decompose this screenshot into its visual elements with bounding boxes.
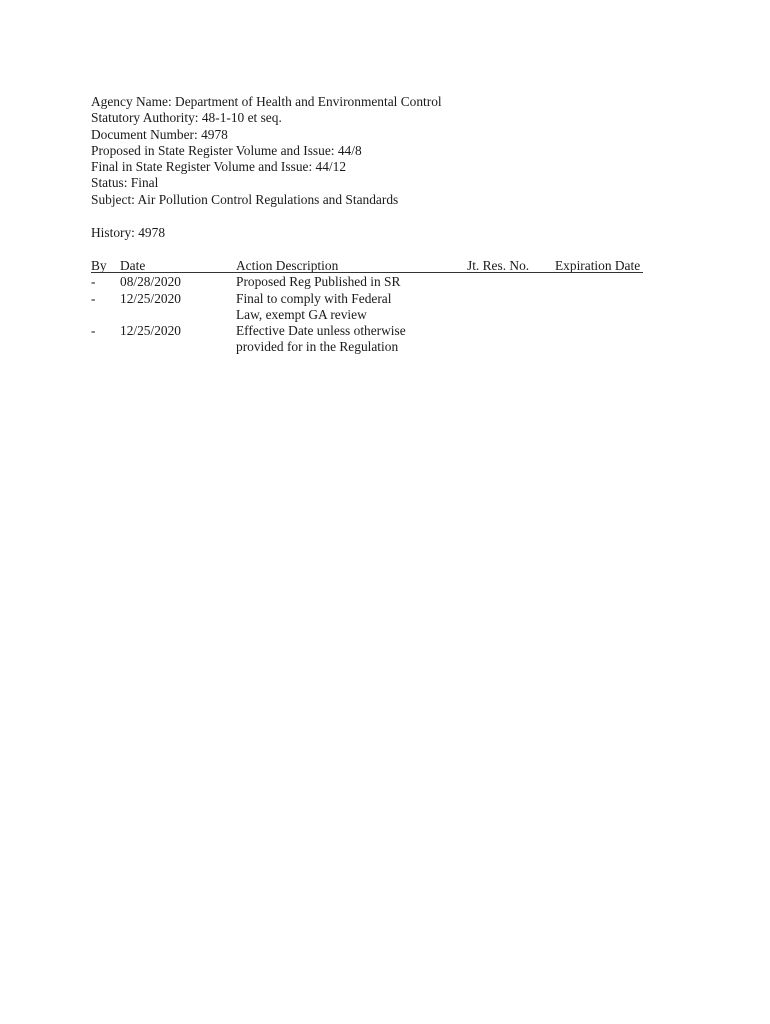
table-row (91, 323, 643, 356)
cell-by: - (91, 274, 96, 290)
cell-action: Final to comply with Federal Law, exempt GA review (236, 290, 392, 322)
header-by: By (91, 258, 107, 273)
status: Status: Final (91, 175, 159, 191)
header-action-description: Action Description (236, 258, 339, 273)
cell-date: 08/28/2020 (120, 274, 182, 290)
cell-date: 12/25/2020 (120, 290, 182, 306)
cell-by: - (91, 290, 96, 306)
document-metadata (91, 94, 442, 208)
agency-name: Agency Name: Department of Health and Environmental Control (91, 94, 442, 109)
proposed-register-issue: Proposed in State Register Volume and Issue: 44/8 (91, 142, 362, 158)
header-date: Date (120, 258, 146, 273)
table-row (91, 274, 643, 290)
document-number: Document Number: 4978 (91, 126, 228, 142)
cell-action: Effective Date unless otherwise provided for in the Regulation (236, 323, 406, 355)
header-jt-res-no: Jt. Res. No. (467, 258, 530, 273)
cell-date: 12/25/2020 (120, 323, 182, 339)
statutory-authority: Statutory Authority: 48-1-10 et seq. (91, 110, 282, 126)
final-register-issue: Final in State Register Volume and Issue: 44/12 (91, 159, 347, 175)
subject: Subject: Air Pollution Control Regulations and Standards (91, 191, 399, 207)
cell-action: Proposed Reg Published in SR (236, 274, 401, 290)
table-header (91, 258, 643, 274)
cell-by: - (91, 323, 96, 339)
history-title: History: 4978 (91, 225, 166, 240)
table-row (91, 291, 643, 324)
history-table (91, 258, 643, 356)
header-expiration-date: Expiration Date (555, 258, 641, 273)
